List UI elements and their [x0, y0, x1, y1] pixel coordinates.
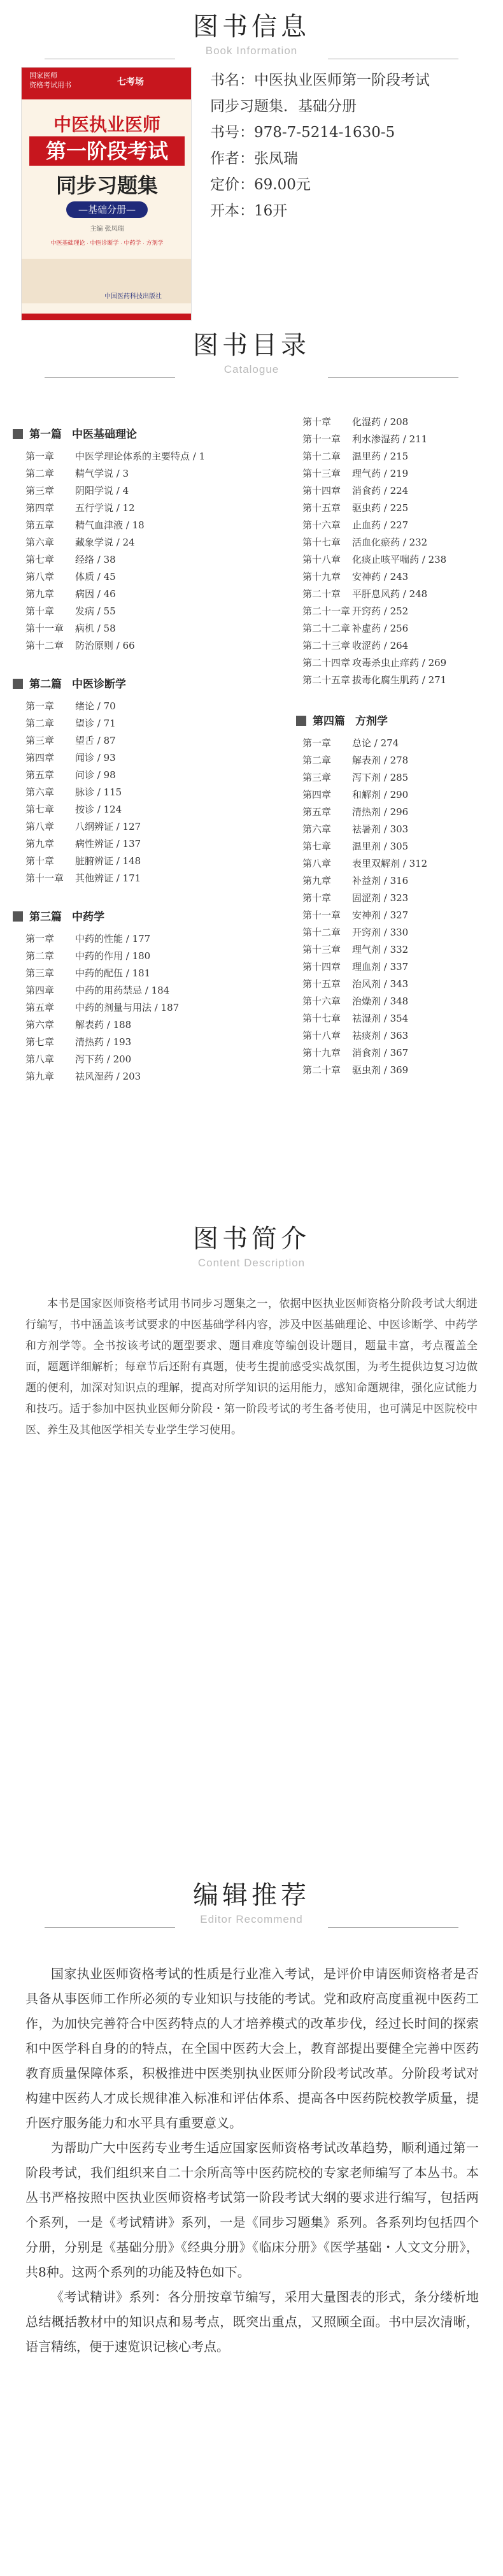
- toc-chapter: 第六章 脉诊 / 115: [25, 786, 122, 798]
- divider: [328, 1927, 458, 1928]
- toc-part-heading: 第四篇 方剂学: [296, 712, 388, 728]
- section-header-recommend: [0, 1880, 503, 1926]
- toc-chapter: 第三章 中药的配伍 / 181: [25, 967, 151, 979]
- toc-chapter: 第八章 表里双解剂 / 312: [302, 858, 428, 869]
- info-format: 开本：16开: [210, 203, 288, 219]
- toc-chapter: 第十五章 驱虫药 / 225: [302, 502, 409, 514]
- toc-chapter: 第十八章 祛痰剂 / 363: [302, 1030, 409, 1041]
- toc-chapter: 第十二章 开窍剂 / 330: [302, 927, 409, 938]
- toc-chapter: 第二十二章 补虚药 / 256: [302, 623, 409, 634]
- toc-chapter: 第十四章 理血剂 / 337: [302, 961, 409, 973]
- section-title: 图书信息: [193, 12, 310, 41]
- toc-chapter: 第十二章 温里药 / 215: [302, 451, 409, 462]
- intro-text: [25, 1294, 478, 1441]
- square-bullet-icon: [13, 679, 23, 689]
- cover-volume-tag: —基础分册—: [66, 201, 148, 218]
- toc-chapter: 第七章 清热药 / 193: [25, 1036, 132, 1048]
- section-subtitle: Book Information: [205, 45, 298, 57]
- toc-chapter: 第九章 病性辨证 / 137: [25, 838, 141, 850]
- toc-chapter: 第三章 阴阳学说 / 4: [25, 485, 129, 496]
- section-title: 编辑推荐: [193, 1881, 310, 1910]
- toc-chapter: 第九章 补益剂 / 316: [302, 875, 409, 886]
- toc-chapter: 第九章 祛风湿药 / 203: [25, 1071, 141, 1082]
- toc-part-heading: 第三篇 中药学: [13, 908, 104, 923]
- toc-chapter: 第一章 总论 / 274: [302, 737, 399, 749]
- toc-chapter: 第十二章 防治原则 / 66: [25, 640, 135, 651]
- toc-chapter: 第二十三章 收涩药 / 264: [302, 640, 409, 651]
- recommend-text: [25, 1962, 479, 2359]
- section-subtitle: Editor Recommend: [200, 1913, 303, 1925]
- toc-chapter: 第十七章 祛湿剂 / 354: [302, 1013, 409, 1024]
- info-name: 书名：中医执业医师第一阶段考试: [210, 72, 430, 89]
- intro-paragraph: 本书是国家医师资格考试用书同步习题集之一，依据中医执业医师资格分阶段考试大纲进行编写，书中涵盖该考试要求的中医基础学科内容，涉及中医基础理论、中医诊断学、中药学和方剂学等。全书按该考试的题型要求、题目难度等编创设计题目，题量丰富，考点覆盖全面，题题详细解析；每章节后还附有真题，使考生提前感受实战氛围，为考生提供边复习边做题的便利，加深对知识点的理解，提高对所学知识的运用能力，感知命题规律，强化应试能力和技巧。适于参加中医执业医师分阶段・第一阶段考试的考生备考使用，也可满足中医院校中医、养生及其他医学相关专业学生学习使用。: [25, 1298, 478, 1436]
- info-isbn: 书号：978-7-5214-1630-5: [210, 124, 395, 141]
- divider: [45, 377, 175, 378]
- toc-chapter: 第五章 问诊 / 98: [25, 769, 116, 781]
- section-header-catalog: [0, 330, 503, 376]
- toc-chapter: 第六章 祛暑剂 / 303: [302, 823, 409, 835]
- toc-chapter: 第六章 藏象学说 / 24: [25, 537, 135, 548]
- toc-chapter: 第二十章 平肝息风药 / 248: [302, 588, 428, 600]
- info-name-cont: 同步习题集．基础分册: [210, 98, 357, 115]
- toc-chapter: 第四章 闻诊 / 93: [25, 752, 116, 763]
- square-bullet-icon: [296, 716, 306, 726]
- info-author: 作者：张凤瑞: [210, 150, 298, 167]
- toc-chapter: 第四章 中药的用药禁忌 / 184: [25, 985, 170, 996]
- cover-blurb: 中医基础理论 · 中医诊断学 · 中药学 · 方剂学: [50, 240, 164, 246]
- divider: [328, 377, 458, 378]
- toc-chapter: 第二章 望诊 / 71: [25, 718, 116, 729]
- toc-chapter: 第十一章 病机 / 58: [25, 623, 116, 634]
- toc-chapter: 第八章 体质 / 45: [25, 571, 116, 582]
- toc-chapter: 第五章 清热剂 / 296: [302, 806, 409, 818]
- cover-series: 国家医师 资格考试用书: [29, 72, 71, 89]
- toc-chapter: 第十章 发病 / 55: [25, 605, 116, 617]
- toc-chapter: 第十章 脏腑辨证 / 148: [25, 855, 141, 867]
- section-header-info: [0, 11, 503, 57]
- section-title: 图书目录: [193, 331, 310, 360]
- toc-chapter: 第十章 化湿药 / 208: [302, 416, 409, 428]
- toc-chapter: 第十一章 其他辨证 / 171: [25, 872, 141, 884]
- toc-part-heading: 第一篇 中医基础理论: [13, 425, 137, 441]
- toc-chapter: 第十三章 理气药 / 219: [302, 468, 409, 479]
- cover-title-line2: 第一阶段考试: [29, 136, 185, 166]
- toc-chapter: 第十六章 止血药 / 227: [302, 519, 409, 531]
- cover-press: 中国医药科技出版社: [104, 293, 162, 300]
- section-title: 图书简介: [193, 1224, 310, 1254]
- toc-chapter: 第十九章 消食剂 / 367: [302, 1047, 409, 1059]
- toc-chapter: 第七章 按诊 / 124: [25, 804, 122, 815]
- toc-chapter: 第一章 绪论 / 70: [25, 700, 116, 712]
- toc-chapter: 第十七章 活血化瘀药 / 232: [302, 537, 428, 548]
- section-subtitle: Catalogue: [223, 363, 280, 375]
- toc-chapter: 第四章 和解剂 / 290: [302, 789, 409, 800]
- toc-chapter: 第九章 病因 / 46: [25, 588, 116, 600]
- recommend-paragraph: 为帮助广大中医药专业考生适应国家医师资格考试改革趋势，顺利通过第一阶段考试，我们组织来自二十余所高等中医药院校的专家老师编写了本丛书。本丛书严格按照中医执业医师资格考试第一阶段考试大纲的要求进行编写，包括两个系列，一是《考试精讲》系列，一是《同步习题集》系列。各系列均包括四个分册，分别是《基础分册》《经典分册》《临床分册》《医学基础・人文文分册》，共8种。这两个系列的功能及特色如下。: [25, 2140, 479, 2280]
- section-subtitle: Content Description: [197, 1257, 306, 1269]
- toc-chapter: 第一章 中医学理论体系的主要特点 / 1: [25, 451, 206, 462]
- toc-chapter: 第十六章 治燥剂 / 348: [302, 995, 409, 1007]
- toc-chapter: 第二十一章 开窍药 / 252: [302, 605, 409, 617]
- toc-chapter: 第十四章 消食药 / 224: [302, 485, 409, 496]
- toc-chapter: 第二十章 驱虫剂 / 369: [302, 1064, 409, 1076]
- toc-chapter: 第二章 解表剂 / 278: [302, 755, 409, 766]
- cover-title-line1: 中医执业医师: [53, 114, 160, 135]
- square-bullet-icon: [13, 911, 23, 922]
- book-cover: [21, 67, 192, 321]
- cover-title-line3: 同步习题集: [55, 173, 158, 198]
- cover-editor: 主编 张凤瑞: [90, 226, 124, 233]
- toc-chapter: 第五章 精气血津液 / 18: [25, 519, 145, 531]
- toc-chapter: 第四章 五行学说 / 12: [25, 502, 135, 514]
- toc-chapter: 第一章 中药的性能 / 177: [25, 933, 151, 944]
- table-of-contents: [0, 417, 503, 1182]
- toc-chapter: 第五章 中药的剂量与用法 / 187: [25, 1002, 180, 1013]
- toc-chapter: 第二章 精气学说 / 3: [25, 468, 129, 479]
- toc-chapter: 第七章 温里剂 / 305: [302, 841, 409, 852]
- toc-chapter: 第二章 中药的作用 / 180: [25, 950, 151, 962]
- info-price: 定价：69.00元: [210, 177, 311, 193]
- toc-chapter: 第三章 泻下剂 / 285: [302, 772, 409, 783]
- book-info: [210, 68, 490, 224]
- toc-chapter: 第七章 经络 / 38: [25, 554, 116, 565]
- toc-chapter: 第十章 固涩剂 / 323: [302, 892, 409, 904]
- recommend-paragraph: 国家执业医师资格考试的性质是行业准入考试，是评价申请医师资格者是否具备从事医师工作所必须的专业知识与技能的考试。党和政府高度重视中医药工作，为加快完善符合中医药特点的人才培养模式的改革步伐，经过长时间的探索和中医学科自身的的特点，在全国中医药大会上，教育部提出要健全完善中医药教育质量保障体系，积极推进中医类别执业医师分阶段考试改革。分阶段考试对构建中医药人才成长规律准入标准和评估体系、提高各中医药院校教学质量，提升医疗服务能力和水平具有重要意义。: [25, 1966, 479, 2131]
- toc-part-heading: 第二篇 中医诊断学: [13, 675, 126, 691]
- recommend-paragraph: 《考试精讲》系列：各分册按章节编写，采用大量图表的形式，条分缕析地总结概括教材中的知识点和易考点，既突出重点，又照顾全面。书中层次清晰，语言精练，便于速览识记核心考点。: [25, 2289, 479, 2354]
- toc-chapter: 第八章 泻下药 / 200: [25, 1053, 132, 1065]
- cover-bottom-bar: [22, 314, 192, 321]
- toc-chapter: 第十五章 治风剂 / 343: [302, 978, 409, 990]
- toc-chapter: 第六章 解表药 / 188: [25, 1019, 132, 1031]
- toc-chapter: 第三章 望舌 / 87: [25, 735, 116, 746]
- square-bullet-icon: [13, 429, 23, 439]
- toc-chapter: 第二十五章 拔毒化腐生肌药 / 271: [302, 674, 447, 686]
- toc-chapter: 第十八章 化痰止咳平喘药 / 238: [302, 554, 447, 565]
- cover-logo: 七考场: [117, 76, 144, 87]
- toc-chapter: 第八章 八纲辨证 / 127: [25, 821, 141, 832]
- toc-chapter: 第十三章 理气剂 / 332: [302, 944, 409, 955]
- section-header-intro: [0, 1224, 503, 1270]
- divider: [45, 1927, 175, 1928]
- toc-chapter: 第十一章 利水渗湿药 / 211: [302, 433, 428, 445]
- toc-chapter: 第二十四章 攻毒杀虫止痒药 / 269: [302, 657, 447, 669]
- toc-chapter: 第十九章 安神药 / 243: [302, 571, 409, 582]
- toc-chapter: 第十一章 安神剂 / 327: [302, 909, 409, 921]
